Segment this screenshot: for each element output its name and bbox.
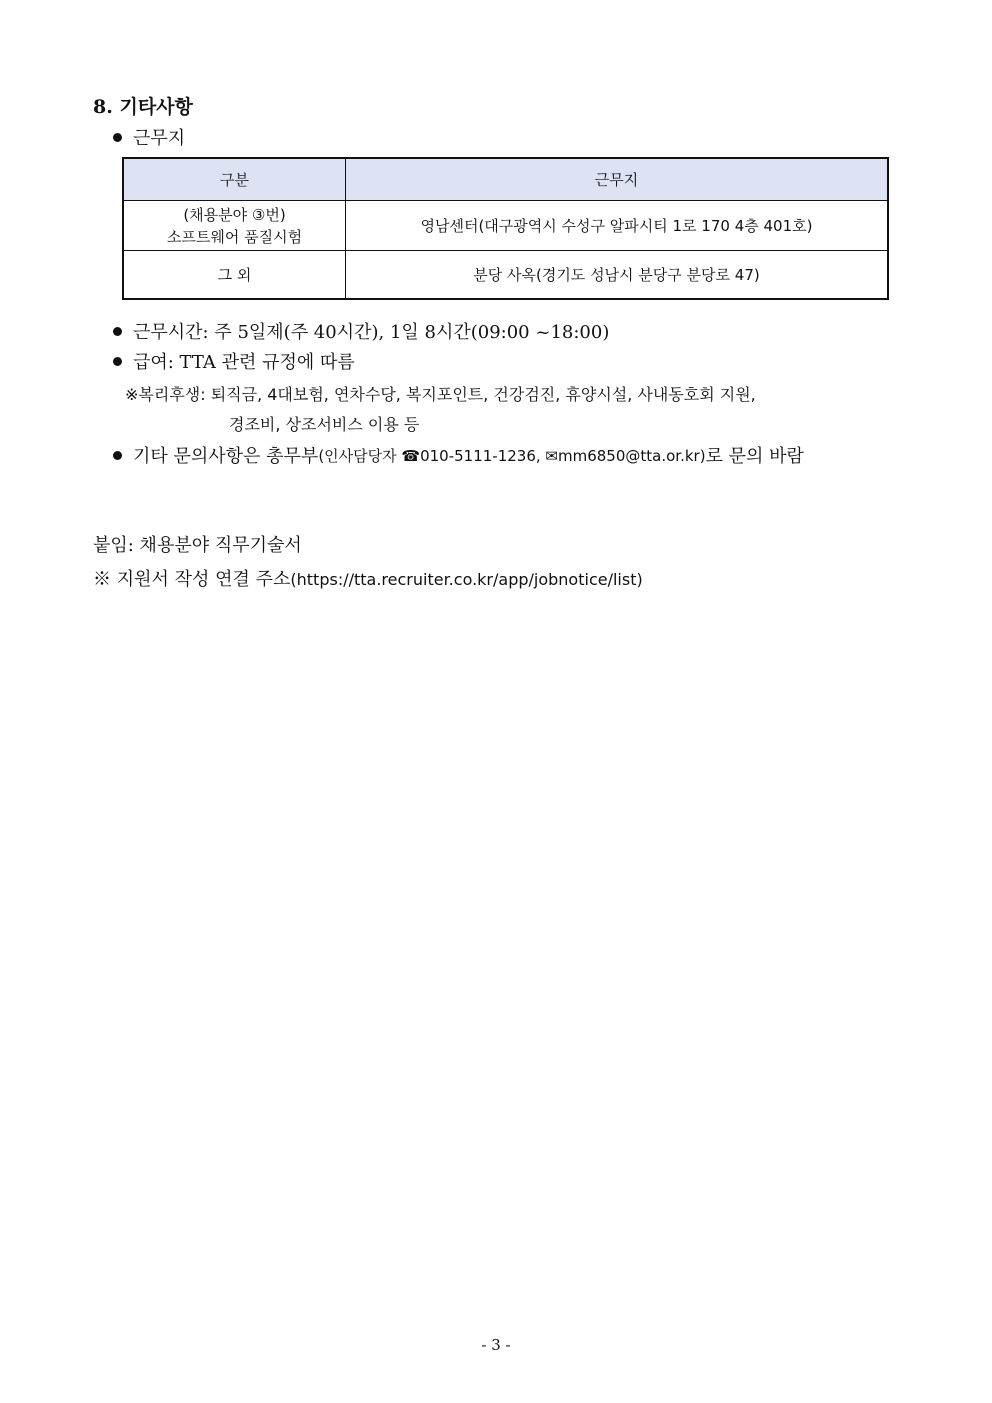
workplace-table xyxy=(122,157,889,300)
section-number: 8. xyxy=(93,96,113,118)
table-header-row xyxy=(123,158,888,201)
inquiry-bullet xyxy=(113,442,804,468)
salary-text: 급여: TTA 관련 규정에 따름 xyxy=(133,352,355,373)
inquiry-suffix: 로 문의 바람 xyxy=(705,446,804,467)
inquiry-prefix: 기타 문의사항은 총무부 xyxy=(133,446,319,467)
category-line1: (채용분야 ③번) xyxy=(183,205,286,224)
header-category: 구분 xyxy=(123,158,346,201)
bullet-icon xyxy=(113,357,122,366)
page-number: - 3 - xyxy=(481,1336,511,1354)
row-category xyxy=(123,201,346,251)
welfare-line-1: ※복리후생: 퇴직금, 4대보험, 연차수당, 복지포인트, 건강검진, 휴양시설, 사내동호회 지원, xyxy=(125,385,756,404)
bullet-icon xyxy=(113,451,122,460)
section-heading xyxy=(93,92,193,119)
table-row xyxy=(123,201,888,251)
welfare-line-2: 경조비, 상조서비스 이용 등 xyxy=(229,415,420,434)
hours-bullet xyxy=(113,318,609,344)
row-location: 분당 사옥(경기도 성남시 분당구 분당로 47) xyxy=(346,251,889,300)
row-location: 영남센터(대구광역시 수성구 알파시티 1로 170 4층 401호) xyxy=(346,201,889,251)
salary-bullet xyxy=(113,348,355,374)
workplace-bullet xyxy=(113,124,185,150)
row-category: 그 외 xyxy=(123,251,346,300)
bullet-icon xyxy=(113,133,122,142)
inquiry-contact: (인사담당자 ☎010-5111-1236, ✉mm6850@tta.or.kr) xyxy=(318,446,706,465)
attachment-note: 붙임: 채용분야 직무기술서 xyxy=(93,535,302,556)
apply-note xyxy=(93,565,643,591)
section-title: 기타사항 xyxy=(119,96,193,118)
workplace-label: 근무지 xyxy=(133,128,186,149)
apply-url-link[interactable]: (https://tta.recruiter.co.kr/app/jobnotice/list) xyxy=(290,570,643,589)
table-row xyxy=(123,251,888,300)
category-line2: 소프트웨어 품질시험 xyxy=(166,227,303,246)
header-location: 근무지 xyxy=(346,158,889,201)
hours-text: 근무시간: 주 5일제(주 40시간), 1일 8시간(09:00 ~18:00) xyxy=(133,322,610,343)
apply-prefix: ※ 지원서 작성 연결 주소 xyxy=(93,569,291,590)
bullet-icon xyxy=(113,327,122,336)
